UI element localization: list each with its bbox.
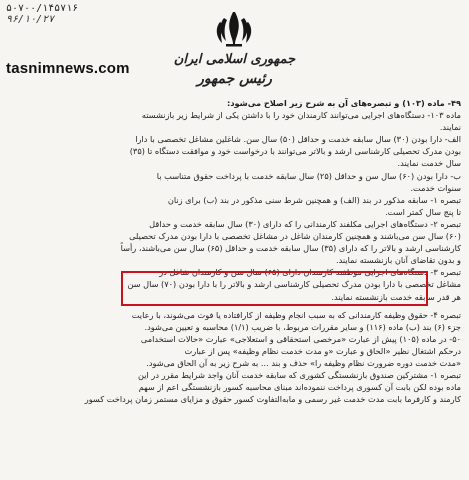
body-line: کارمند و کارفرما بابت مدت خدمت غیر رسمی و مابه‌التفاوت کسور حقوق و مزایای مستمر زمان پرداخت کسور <box>84 394 461 405</box>
body-line: ماده ۱۰۳- دستگاه‌های اجرایی می‌توانند کارمندان خود را با داشتن یکی از شرایط زیر بازنشسته <box>141 110 461 121</box>
body-line: کارشناسی ارشد و بالاتر را که دارای (۳۵) سال سابقه خدمت و حداقل (۶۵) سال سن می‌باشند، رأساً <box>120 243 461 254</box>
body-line: و بدون تقاضای آنان بازنشسته نمایند. <box>336 255 461 266</box>
body-line: مشاغل تخصصی با دارا بودن مدرک تحصیلی کارشناسی ارشد و بالاتر را با دارا بودن (۷۰) سال سن <box>127 279 461 290</box>
body-line: نمایند. <box>439 122 461 133</box>
body-line: «مدت خدمت دوره ضرورت نظام وظیفه را» حذف و بند ... به شرح زیر به آن الحاق می‌شود. <box>146 357 461 368</box>
body-line: درحکم اشتغال نظیر «الحاق و عبارت «و مدت خدمت نظام وظیفه» پس از عبارت <box>184 345 461 356</box>
body-line: ب- دارا بودن (۶۰) سال سن و حداقل (۲۵) سال سابقه خدمت با پرداخت حقوق متناسب با <box>156 170 461 181</box>
emblem-icon <box>212 6 256 50</box>
president-office-title: رئیس جمهور <box>197 71 272 87</box>
body-line: ۴۹- ماده (۱۰۳) و تبصره‌های آن به شرح زیر اصلاح می‌شود: <box>227 98 461 108</box>
decree-body <box>10 97 461 405</box>
body-line: تا پنج سال کمتر است. <box>385 206 461 217</box>
body-line: تبصره ۲- دستگاه‌های اجرایی مکلفند کارمندانی را که دارای (۳۰) سال سابقه خدمت و حداقل <box>149 218 461 229</box>
highlighted-line: تبصره ۴- حقوق وظیفه کارمندانی که به سبب انجام وظیفه از کارافتاده یا فوت می‌شوند، با رعایت <box>131 309 461 320</box>
body-line: سنوات خدمت. <box>410 182 461 193</box>
body-line: الف- دارا بودن (۳۰) سال سابقه خدمت و حداقل (۵۰) سال سن. شاغلین مشاغل تخصصی با دارا <box>135 134 461 145</box>
highlighted-line: جزء (۶) بند (ب) ماده (۱۱۶) و سایر مقررات مربوط، با ضریب (۱/۱) محاسبه و تعیین می‌شود. <box>144 321 461 332</box>
body-line: تبصره ۱- سابقه مذکور در بند (الف) و همچنین شرط سنی مذکور در بند (ب) برای زنان <box>167 194 461 205</box>
body-line: سال خدمت نمایند. <box>397 158 461 169</box>
handwritten-date: ۹۶/۱۰/۲۷ <box>6 14 55 25</box>
body-line: ماده بوده لکن بابت آن کسوری پرداخت ننموده‌اند مبنای محاسبه کسور بازنشستگی اعم از سهم <box>138 382 461 393</box>
republic-title: جمهوری اسلامی ایران <box>173 52 296 67</box>
watermark-text: tasnimnews.com <box>6 60 130 77</box>
body-line: ۵۰- در ماده (۱۰۵) پیش از عبارت «مرخصی استحقاقی و استعلاجی» عبارت «حالات استخدامی <box>140 333 461 344</box>
reference-number: ۵۰۷۰۰/۱۴۵۷۱۶ <box>6 3 79 14</box>
body-line: تبصره ۳- دستگاه‌های اجرایی موظفند کارمندان دارای (۶۵) سال سن و کارمندان شاغل در <box>159 267 461 278</box>
body-line: بودن مدرک تحصیلی کارشناسی ارشد و بالاتر می‌توانند با درخواست خود و موافقت دستگاه تا (۳۵) <box>129 146 461 157</box>
body-line: (۶۰) سال سن می‌باشند و همچنین کارمندان شاغل در مشاغل تخصصی با دارا بودن مدرک تحصیلی <box>129 231 461 242</box>
body-line: هر قدر سابقه خدمت بازنشسته نمایند. <box>331 291 461 302</box>
highlight-box <box>121 271 428 306</box>
body-line: تبصره ۱- مشترکین صندوق بازنشستگی کشوری که سابقه خدمت آنان واجد شرایط مقرر در این <box>138 370 461 381</box>
